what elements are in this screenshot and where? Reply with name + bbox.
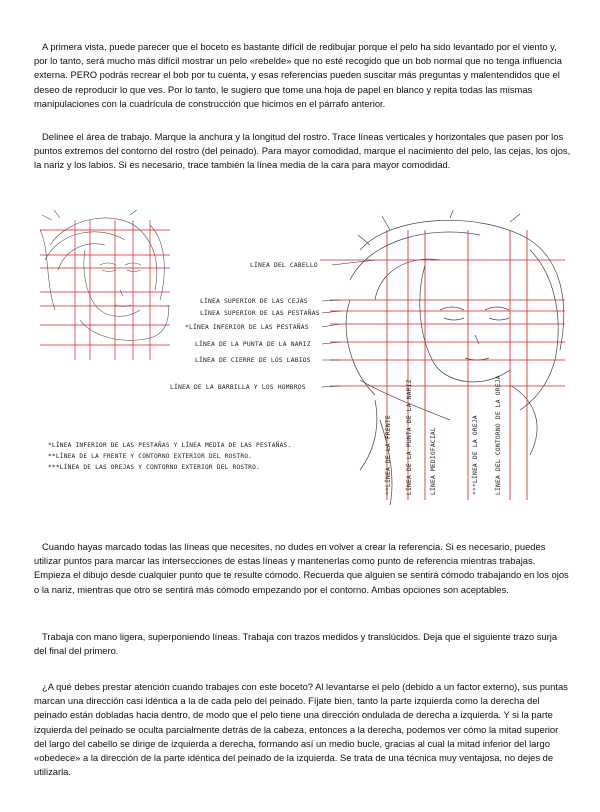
label-ear: ***LÍNEA DE LA OREJA [472,415,479,495]
label-midface: LÍNEA MEDIOFACIAL [430,427,437,495]
paragraph-recreate-reference: Cuando hayas marcado todas las líneas que necesites, no dudes en volver a crear la referencia. Si es necesario, puedes utilizar puntos para marcar las intersecciones de estas líneas y mantenerlas como punto de referencia mientras trabajas. Empieza el dibujo desde cualquier punto que te resulte cómodo. Recuerda que alguien se sentirá cómodo trabajando en los ojos o la nariz, mientras que otro se sentirá más cómodo empezando por el contorno. Ambas opciones son aceptables. [34,541,569,595]
paragraph-light-hand: Trabaja con mano ligera, superponiendo líneas. Trabaja con trazos medidos y translúcidos. Deja que el siguiente trazo surja del final del primero. [34,631,558,657]
note-eyelash: *LÍNEA INFERIOR DE LAS PESTAÑAS Y LÍNEA MEDIA DE LAS PESTAÑAS. [48,442,292,449]
label-eyelash-top: LÍNEA SUPERIOR DE LAS PESTAÑAS [200,310,320,317]
small-sketch [40,210,168,340]
paragraph-outline-area: Delinee el área de trabajo. Marque la anchura y la longitud del rostro. Trace líneas verticales y horizontales que pasen por los puntos extremos del contorno del rostro (del peinado). Para mayor comodidad, marque el nacimiento del pelo, las cejas, los ojos, la nariz y los labios. Si es necesario, trace también la línea media de la cara para mayor comodidad. [34,131,571,171]
small-sketch-grid [40,220,170,360]
label-eyelash-bottom: *LÍNEA INFERIOR DE LAS PESTAÑAS [185,324,309,331]
paragraph-intro: A primera vista, puede parecer que el boceto es bastante difícil de redibujar porque el pelo ha sido levantado por el viento y, por lo tanto, será mucho más difícil mostrar un pelo «rebelde» que no esté recogido que un bob normal que no tenga influencia externa. PERO podrás recrear el bob por tu cuenta, y esas referencias pueden suscitar más preguntas y malentendidos que el deseo de reproducir lo que ves. Por lo tanto, le sugiero que tome una hoja de papel en blanco y repita todas las mismas manipulaciones con la cuadrícula de construcción que hicimos en el párrafo anterior. [34,41,562,109]
label-chin-shoulders: LÍNEA DE LA BARBILLA Y LOS HOMBROS [170,384,306,391]
label-lip-closure: LÍNEA DE CIERRE DE LOS LABIOS [195,357,311,364]
label-nose-tip: LÍNEA DE LA PUNTA DE LA NARIZ [195,341,311,348]
large-sketch [346,210,564,505]
construction-grid-figure [30,210,575,510]
large-sketch-grid [320,230,565,500]
note-forehead: **LÍNEA DE LA FRENTE Y CONTORNO EXTERIOR DEL ROSTRO. [48,453,253,460]
label-forehead: **LÍNEA DE LA FRENTE [385,415,392,495]
label-eyebrow-top: LÍNEA SUPERIOR DE LAS CEJAS [200,298,308,305]
label-ear-contour: LÍNEA DEL CONTORNO DE LA OREJA [495,375,502,495]
label-hairline: LÍNEA DEL CABELLO [250,262,318,269]
note-ears: ***LÍNEA DE LAS OREJAS Y CONTORNO EXTERIOR DEL ROSTRO. [48,464,260,471]
label-nose-tip-vertical: LÍNEA DE LA PUNTA DE LA NARIZ [406,379,413,495]
paragraph-attention: ¿A qué debes prestar atención cuando trabajes con este boceto? Al levantarse el pelo (debido a un factor externo), sus puntas marcan una dirección casi idéntica a la de cada pelo del peinado. Fíjate bien, tanto la parte izquierda como la derecha del peinado están dobladas hacia dentro, de modo que el pelo tiene una dirección ondulada de derecha a izquierda. Y si la parte izquierda del peinado se oculta parcialmente detrás de la cabeza, entonces a la derecha, podemos ver cómo la mitad superior del largo del cabello se dirige de izquierda a derecha, formando así un medio bucle, gracias al cual la mitad inferior del largo «obedece» a la dirección de la parte idéntica del peinado de la izquierda. Se trata de una técnica muy ventajosa, no dejes de utilizarla. [34,681,568,778]
label-leaders [322,260,375,387]
